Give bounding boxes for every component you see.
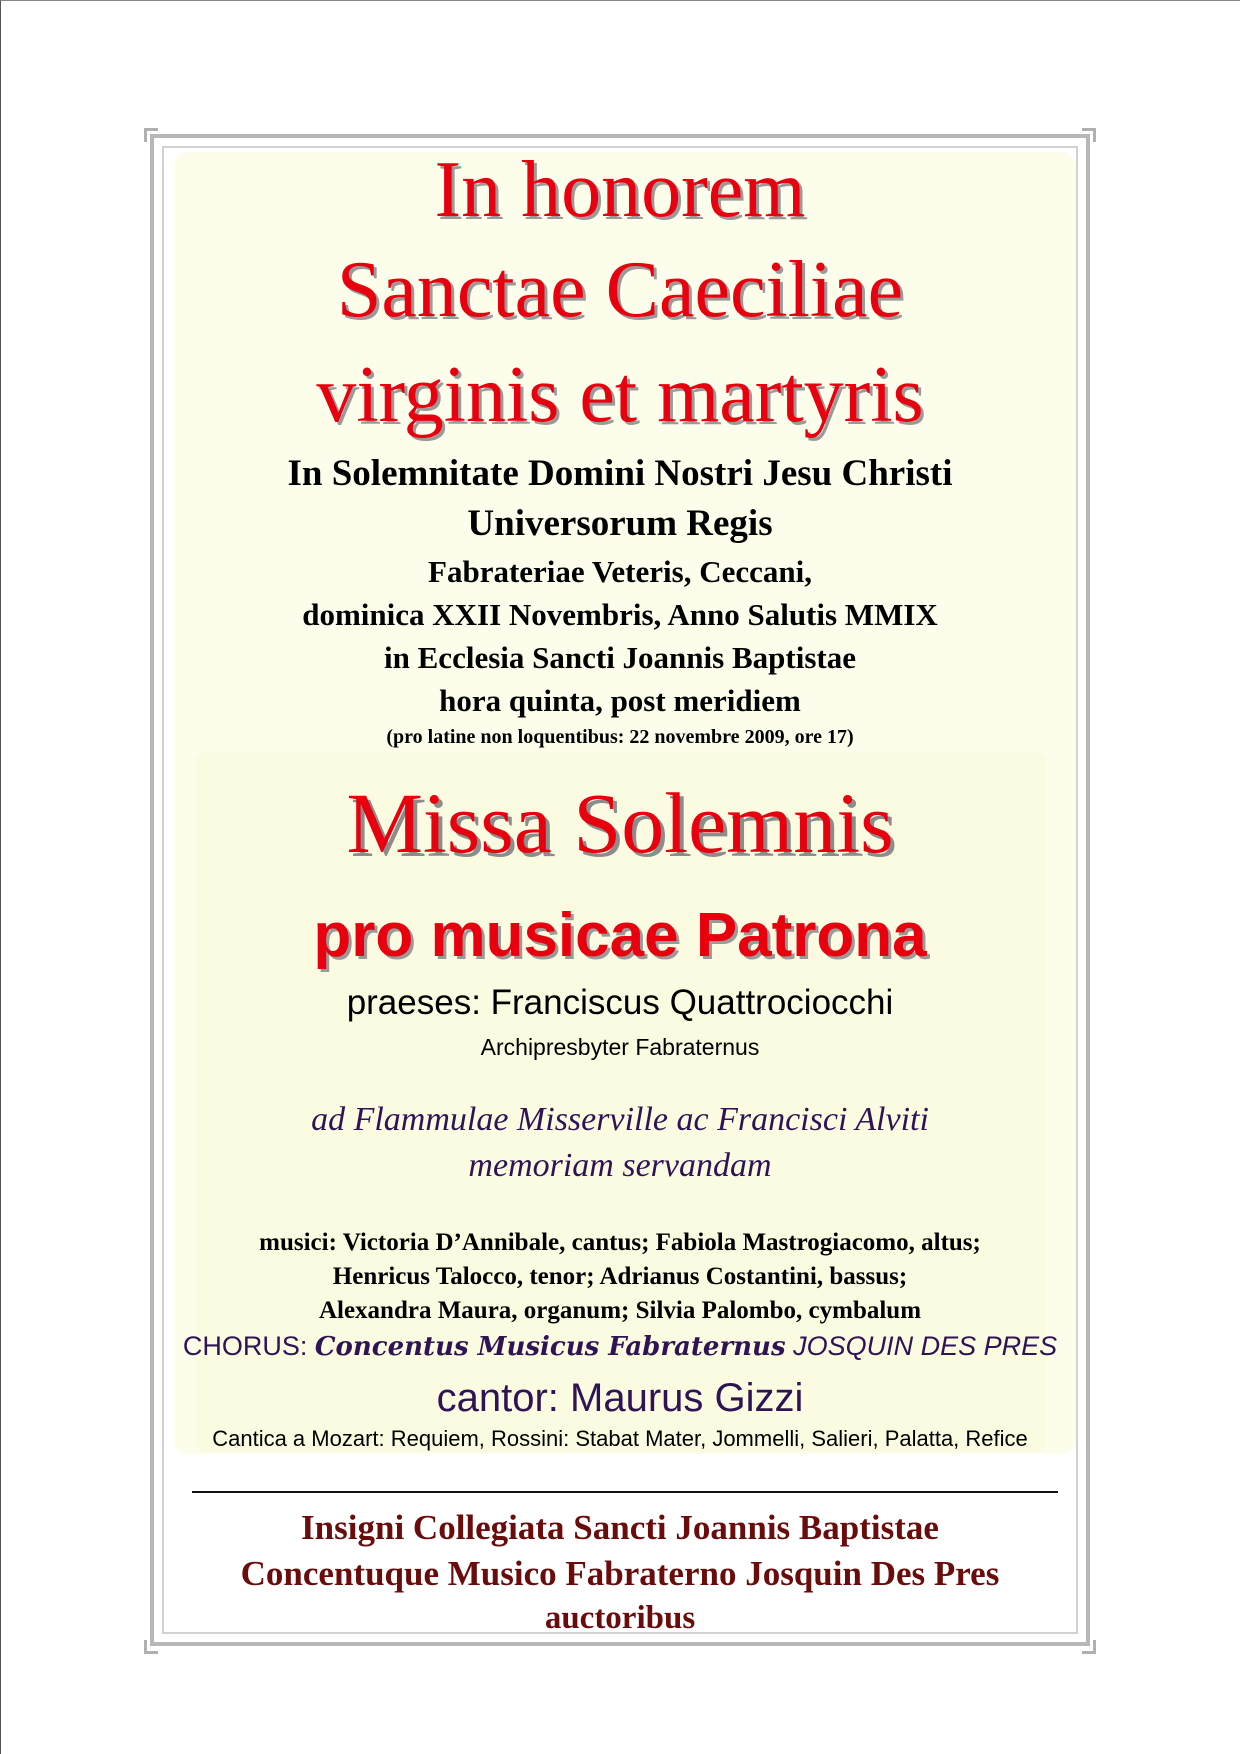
chorus-label: CHORUS: [182,1331,315,1361]
frame-corner-bottom-right [1082,1640,1096,1654]
footer-divider [192,1491,1058,1493]
musici-line-3: Alexandra Maura, organum; Silvia Palombo, cymbalum [318,1297,922,1324]
memoriam-line-2: memoriam servandam [468,1147,772,1184]
praeses-line: praeses: Franciscus Quattrociocchi [346,983,894,1022]
solemnity-line-2: Universorum Regis [467,503,773,544]
chorus-josquin: JOSQUIN DES PRES [785,1331,1058,1361]
cantica-line: Cantica a Mozart: Requiem, Rossini: Stabat Mater, Jommelli, Salieri, Palatta, Refice [212,1426,1028,1451]
frame-corner-top-left [144,128,158,142]
praeses-role: Archipresbyter Fabraternus [480,1034,760,1060]
title-line-3: virginis et martyris [316,351,924,439]
event-date-note: (pro latine non loquentibus: 22 novembre 2009, ore 17) [386,726,854,748]
chorus-line [170,1333,1070,1360]
solemnity-line-1: In Solemnitate Domini Nostri Jesu Christi [287,453,953,494]
event-place: Fabrateriae Veteris, Ceccani, [428,554,812,589]
event-date: dominica XXII Novembris, Anno Salutis MMIX [302,597,938,632]
frame-corner-bottom-left [144,1640,158,1654]
chorus-name: Concentus Musicus Fabraternus [314,1332,786,1362]
cantor-line: cantor: Maurus Gizzi [436,1376,804,1420]
title-line-2: Sanctae Caeciliae [336,246,904,334]
footer-line-1: Insigni Collegiata Sancti Joannis Baptistae [301,1508,939,1547]
frame-corner-top-right [1082,128,1096,142]
event-time: hora quinta, post meridiem [439,683,801,718]
mass-subtitle: pro musicae Patrona [313,901,927,970]
footer-line-3: auctoribus [544,1600,696,1636]
musici-line-2: Henricus Talocco, tenor; Adrianus Costantini, bassus; [332,1263,908,1290]
title-line-1: In honorem [434,146,806,234]
footer-line-2: Concentuque Musico Fabraterno Josquin Des Pres [240,1554,1000,1593]
event-church: in Ecclesia Sancti Joannis Baptistae [384,640,856,675]
mass-title: Missa Solemnis [346,775,894,871]
memoriam-line-1: ad Flammulae Misserville ac Francisci Alviti [311,1101,929,1138]
musici-line-1: musici: Victoria D’Annibale, cantus; Fabiola Mastrogiacomo, altus; [259,1229,981,1256]
